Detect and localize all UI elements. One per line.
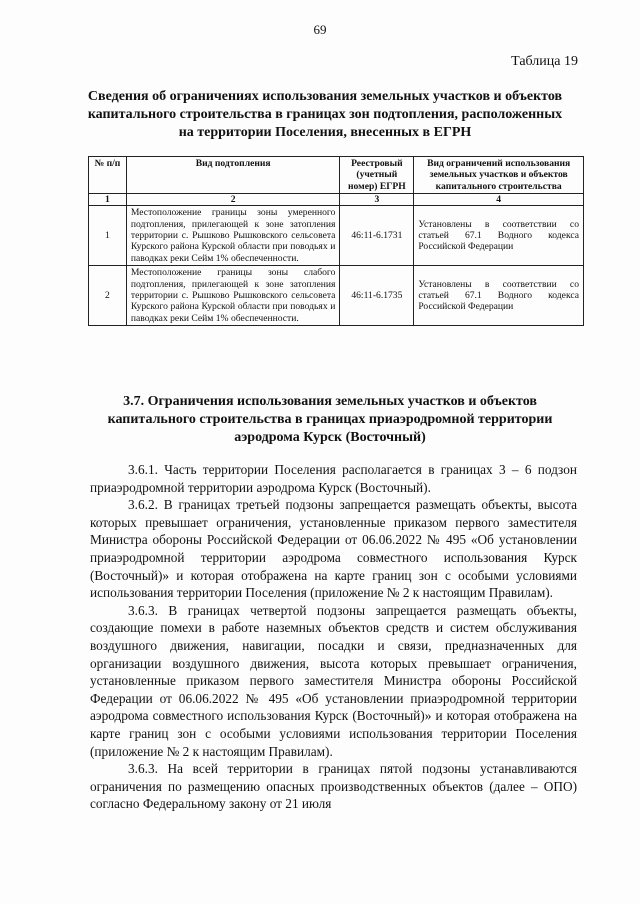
restrictions-table xyxy=(88,156,584,326)
col-number-1: 1 xyxy=(89,194,127,206)
paragraph: 3.6.1. Часть территории Поселения располагается в границах 3 – 6 подзон приаэродромной территории аэродрома Курск (Восточный). xyxy=(90,462,577,495)
table-row xyxy=(89,206,584,266)
row-registry: 46:11-6.1735 xyxy=(340,266,414,326)
body-text xyxy=(90,461,577,813)
header-flood-type: Вид подтопления xyxy=(126,157,340,194)
row-restriction: Установлены в соответствии со статьей 67.1 Водного кодекса Российской Федерации xyxy=(414,206,584,266)
header-restriction: Вид ограничений использования земельных участков и объектов капитального строительства xyxy=(414,157,584,194)
row-description: Местоположение границы зоны умеренного подтопления, прилегающей к зоне затопления территории с. Рышково Рышковского сельсовета Курского района Курской области при поводьях и паводках реки Сейм 1% обеспеченности. xyxy=(126,206,340,266)
table-label: Таблица 19 xyxy=(511,54,578,69)
section-heading: 3.7. Ограничения использования земельных участков и объектов капитального строительства в границах приаэродромной территории аэродрома Курск (Восточный) xyxy=(107,394,553,445)
paragraph: 3.6.3. В границах четвертой подзоны запрещается размещать объекты, создающие помехи в работе наземных объектов средств и систем обслуживания воздушного движения, навигации, посадки и связи, предназначенных для организации воздушного движения, высота которых превышает ограничения, установленные приказом первого заместителя Министра обороны Российской Федерации от 06.06.2022 № 495 «Об установлении приаэродромной территории аэродрома совместного использования Курск (Восточный)» и которая отображена на карте границ зон с особыми условиями использования территории Поселения (приложение № 2 к настоящим Правилам). xyxy=(90,602,577,759)
table-header-row xyxy=(89,157,584,194)
col-number-3: 3 xyxy=(340,194,414,206)
row-registry: 46:11-6.1731 xyxy=(340,206,414,266)
paragraph: 3.6.3. На всей территории в границах пятой подзоны устанавливаются ограничения по размещению опасных производственных объектов (далее – ОПО) согласно Федеральному закону от 21 июля xyxy=(90,761,577,812)
page-number: 69 xyxy=(313,22,327,37)
header-num: № п/п xyxy=(89,157,127,194)
header-registry: Реестровый (учетный номер) ЕГРН xyxy=(340,157,414,194)
row-description: Местоположение границы зоны слабого подтопления, прилегающей к зоне затопления территории с. Рышково Рышковского сельсовета Курского района Курской области при поводьях и паводках реки Сейм 1% обеспеченности. xyxy=(126,266,340,326)
paragraph: 3.6.2. В границах третьей подзоны запрещается размещать объекты, высота которых превышает ограничения, установленные приказом первого заместителя Министра обороны Российской Федерации от 06.06.2022 № 495 «Об установлении приаэродромной территории аэродрома совместного использования Курск (Восточный)» и которая отображена на карте границ зон с особыми условиями использования территории Поселения (приложение № 2 к настоящим Правилам). xyxy=(90,497,577,601)
column-number-row xyxy=(89,194,584,206)
table-row xyxy=(89,266,584,326)
row-num: 1 xyxy=(89,206,127,266)
col-number-2: 2 xyxy=(126,194,340,206)
row-restriction: Установлены в соответствии со статьей 67.1 Водного кодекса Российской Федерации xyxy=(414,266,584,326)
row-num: 2 xyxy=(89,266,127,326)
col-number-4: 4 xyxy=(414,194,584,206)
table-title: Сведения об ограничениях использования земельных участков и объектов капитального строительства в границах зон подтопления, расположенных на территории Поселения, внесенных в ЕГРН xyxy=(87,89,563,140)
